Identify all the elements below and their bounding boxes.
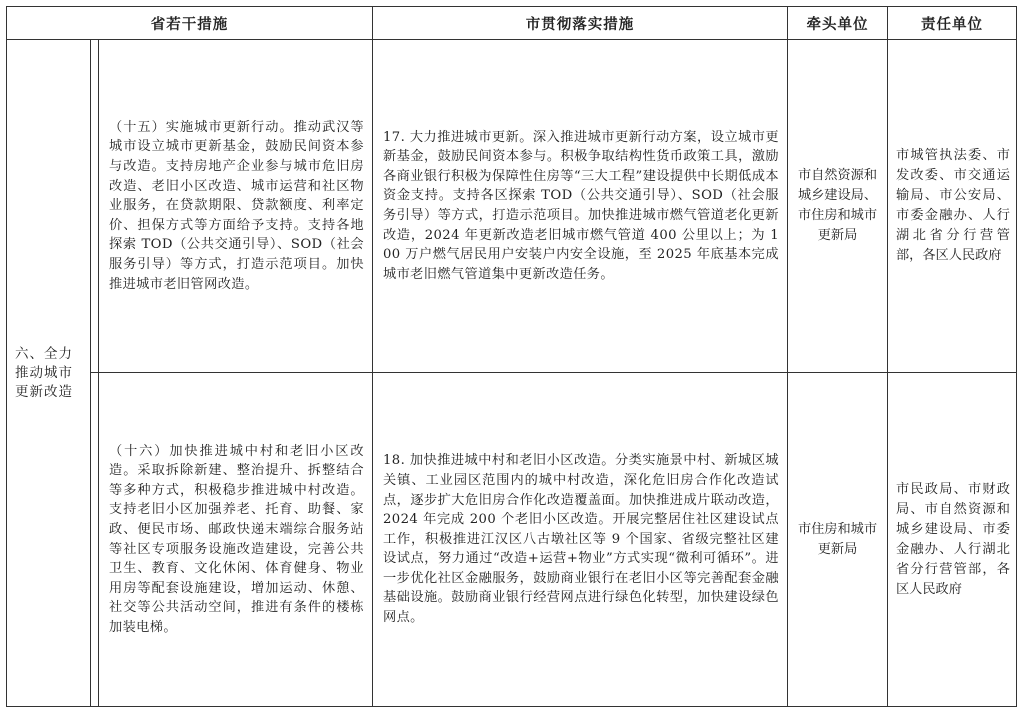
city-measure-cell	[373, 40, 788, 373]
city-measure-cell	[373, 373, 788, 707]
table-header-row	[7, 7, 1017, 40]
header-responsible-unit: 责任单位	[888, 7, 1017, 40]
province-measure-text: （十六）加快推进城中村和老旧小区改造。采取拆除新建、整治提升、拆整结合等多种方式，积极稳步推进城中村改造。支持老旧小区加强养老、托育、助餐、家政、便民市场、邮政快递末端综合服务站等社区专项服务设施改造建设，完善公共卫生、教育、文化休闲、体育健身、物业用房等配套设施建设，增加运动、休憩、社交等公共活动空间，推进有条件的楼栋加装电梯。	[109, 443, 364, 635]
province-measure-box	[98, 40, 372, 372]
table-row	[7, 373, 1017, 707]
province-measure-cell	[91, 373, 373, 707]
lead-unit-cell: 市住房和城市更新局	[788, 373, 888, 707]
header-lead-unit: 牵头单位	[788, 7, 888, 40]
city-measure-text: 18. 加快推进城中村和老旧小区改造。分类实施景中村、新城区城关镇、工业园区范围内的城中村改造，深化危旧房合作化改造试点，逐步扩大危旧房合作化改造覆盖面。加快推进成片联动改造，2024 年完成 200 个老旧小区改造。开展完整居住社区建设试点工作，积极推进江汉区八古墩社区等 9 个国家、省级完整社区建设试点，努力通过“改造+运营+物业”方式实现“微利可循环”。进一步优化社区金融服务，鼓励商业银行在老旧小区等完善配套金融基础设施。鼓励商业银行经营网点进行绿色化转型，加快建设绿色网点。	[383, 453, 779, 626]
header-province-measures: 省若干措施	[7, 7, 373, 40]
province-measure-box	[98, 373, 372, 706]
category-cell: 六、全力推动城市更新改造	[7, 40, 91, 707]
table-row	[7, 40, 1017, 373]
policy-table	[6, 6, 1017, 707]
province-measure-cell	[91, 40, 373, 373]
city-measure-text: 17. 大力推进城市更新。深入推进城市更新行动方案，设立城市更新基金，鼓励民间资本参与。积极争取结构性货币政策工具，激励各商业银行积极为保障性住房等“三大工程”建设提供中长期低成本资金支持。支持各区探索 TOD（公共交通引导）、SOD（社会服务引导）等方式，打造示范项目。加快推进城市燃气管道老化更新改造，2024 年更新改造老旧城市燃气管道 400 公里以上；为 100 万户燃气居民用户安装户内安全设施，至 2025 年底基本完成城市老旧燃气管道集中更新改造任务。	[383, 129, 779, 282]
responsible-unit-cell: 市民政局、市财政局、市自然资源和城乡建设局、市委金融办、人行湖北省分行营管部，各区人民政府	[888, 373, 1017, 707]
header-city-measures: 市贯彻落实措施	[373, 7, 788, 40]
province-measure-text: （十五）实施城市更新行动。推动武汉等城市设立城市更新基金，鼓励民间资本参与改造。支持房地产企业参与城市危旧房改造、老旧小区改造、城市运营和社区物业服务，在贷款期限、贷款额度、利率定价、担保方式等方面给予支持。支持各地探索 TOD（公共交通引导）、SOD（社会服务引导）等方式，打造示范项目。加快推进城市老旧管网改造。	[109, 119, 364, 292]
responsible-unit-cell: 市城管执法委、市发改委、市交通运输局、市公安局、市委金融办、人行湖北省分行营管部，各区人民政府	[888, 40, 1017, 373]
lead-unit-cell: 市自然资源和城乡建设局、市住房和城市更新局	[788, 40, 888, 373]
